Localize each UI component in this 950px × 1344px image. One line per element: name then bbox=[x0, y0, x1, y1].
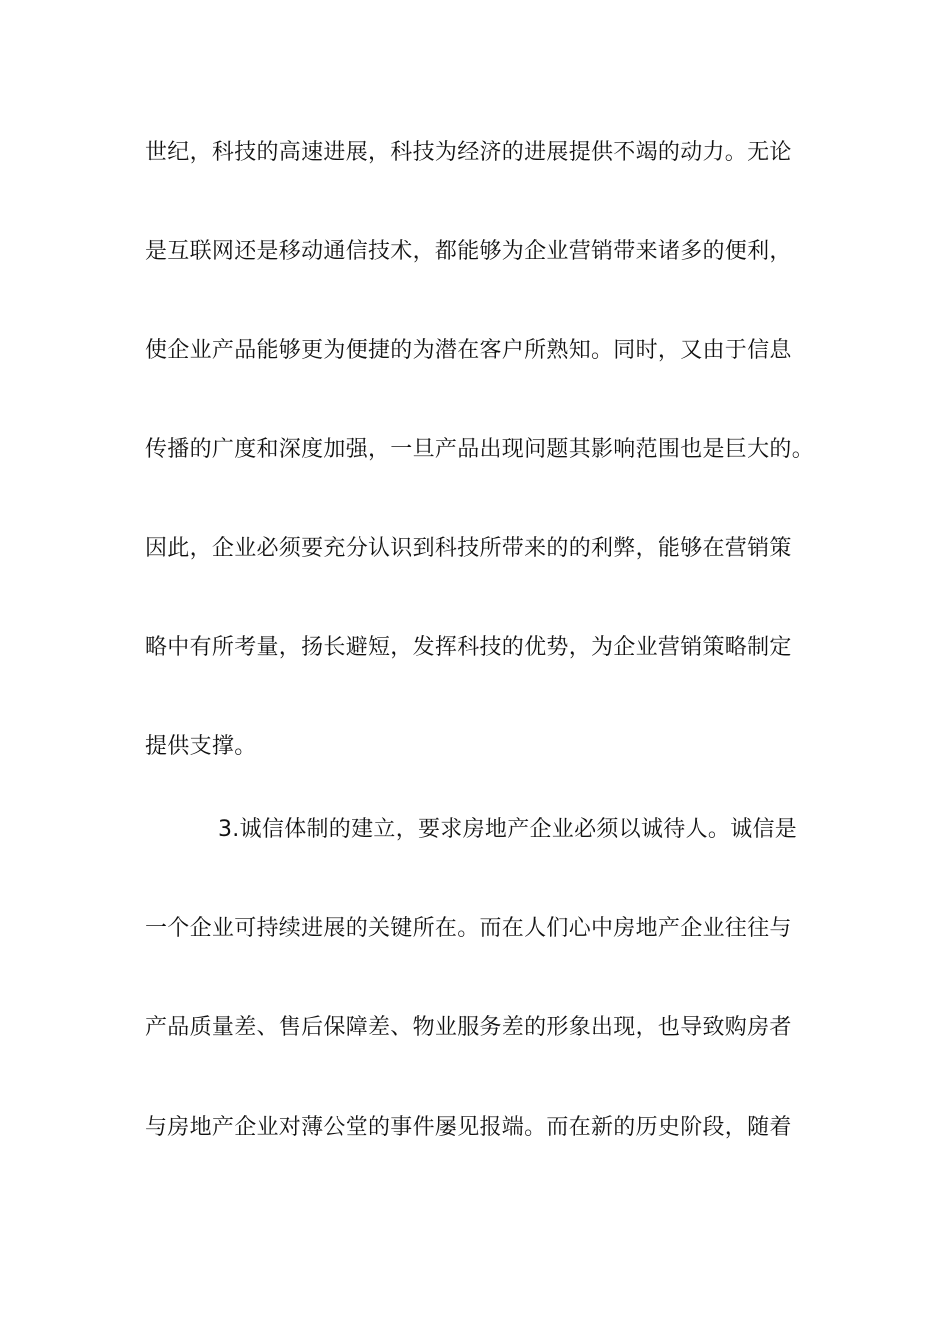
text-line: 使企业产品能够更为便捷的为潜在客户所熟知。同时，又由于信息 bbox=[145, 338, 792, 363]
text-line: 世纪，科技的高速进展，科技为经济的进展提供不竭的动力。无论 bbox=[145, 140, 792, 165]
text-line: 是互联网还是移动通信技术，都能够为企业营销带来诸多的便利， bbox=[145, 239, 792, 264]
text-line: 因此，企业必须要充分认识到科技所带来的的利弊，能够在营销策 bbox=[145, 536, 792, 561]
text-line: 一个企业可持续进展的关键所在。而在人们心中房地产企业往往与 bbox=[145, 916, 792, 941]
text-line: 略中有所考量，扬长避短，发挥科技的优势，为企业营销策略制定 bbox=[145, 635, 792, 660]
text-line: 传播的广度和深度加强，一旦产品出现问题其影响范围也是巨大的。 bbox=[145, 437, 815, 462]
text-line: 提供支撑。 bbox=[145, 734, 257, 759]
text-line: 产品质量差、售后保障差、物业服务差的形象出现，也导致购房者 bbox=[145, 1015, 792, 1040]
text-line: 与房地产企业对薄公堂的事件屡见报端。而在新的历史阶段，随着 bbox=[145, 1115, 792, 1140]
paragraph-start-line: 3.诚信体制的建立，要求房地产企业必须以诚待人。诚信是 bbox=[218, 817, 798, 842]
